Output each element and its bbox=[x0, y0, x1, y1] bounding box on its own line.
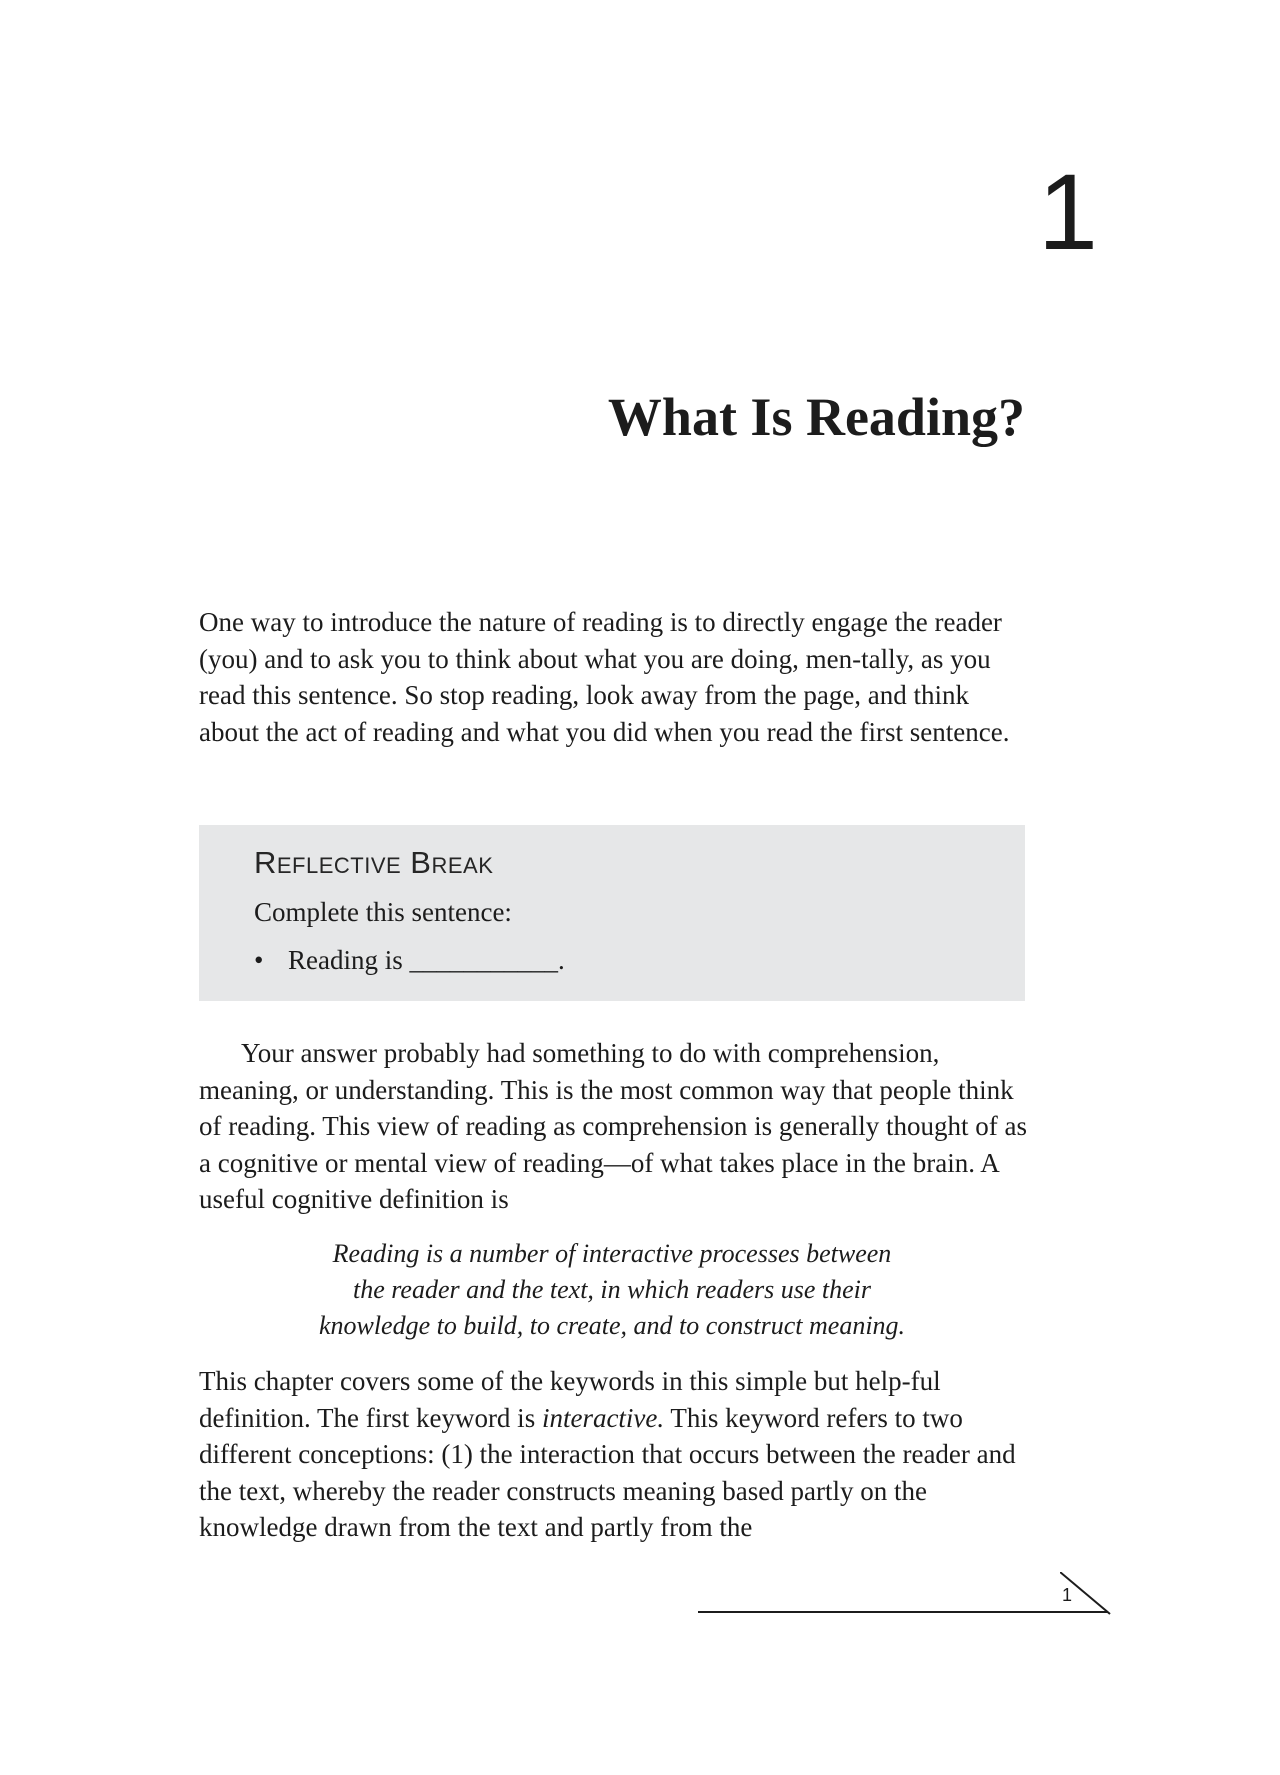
bullet-icon: • bbox=[254, 945, 264, 975]
reflective-break-prompt: Complete this sentence: bbox=[254, 897, 512, 927]
chapter-title: What Is Reading? bbox=[607, 387, 1025, 447]
reflective-break-bullet bbox=[254, 945, 565, 976]
quote-line-3: knowledge to build, to create, and to construct meaning. bbox=[318, 1311, 906, 1340]
intro-paragraph: One way to introduce the nature of reading is to directly engage the reader (you) and to ask you to think about what you are doing, men-tally, as you read this sentence. So stop reading, look away from the page, and think about the act of reading and what you did when you read the first sentence. bbox=[199, 607, 1010, 747]
keywords-paragraph bbox=[199, 1363, 1029, 1546]
quote-line-2: the reader and the text, in which readers use their bbox=[353, 1275, 871, 1304]
reflective-break-box bbox=[199, 825, 1025, 1001]
footer-rule bbox=[698, 1611, 1108, 1613]
quote-line-1: Reading is a number of interactive processes between bbox=[332, 1239, 892, 1268]
page-number: 1 bbox=[1062, 1585, 1073, 1605]
chapter-number: 1 bbox=[1037, 151, 1098, 272]
keywords-text-start: This chapter covers some of the keywords in this simple but help-ful definition. The first keyword is bbox=[199, 1366, 941, 1433]
bullet-text: Reading is ___________. bbox=[288, 945, 565, 975]
keyword-interactive: interactive. bbox=[541, 1402, 665, 1433]
definition-quote bbox=[199, 1236, 1025, 1344]
keywords-text-end: This keyword refers to two different conceptions: (1) the interaction that occurs between the reader and the text, whereby the reader constructs meaning based partly on the knowledge drawn from the text and partly from the bbox=[199, 1402, 1016, 1542]
reflective-break-heading: Reflective Break bbox=[254, 845, 494, 880]
answer-paragraph: Your answer probably had something to do with comprehension, meaning, or understanding. This is the most common way that people think of reading. This view of reading as comprehension is generally thought of as a cognitive or mental view of reading—of what takes place in the brain. A useful cognitive definition is bbox=[199, 1038, 1028, 1214]
